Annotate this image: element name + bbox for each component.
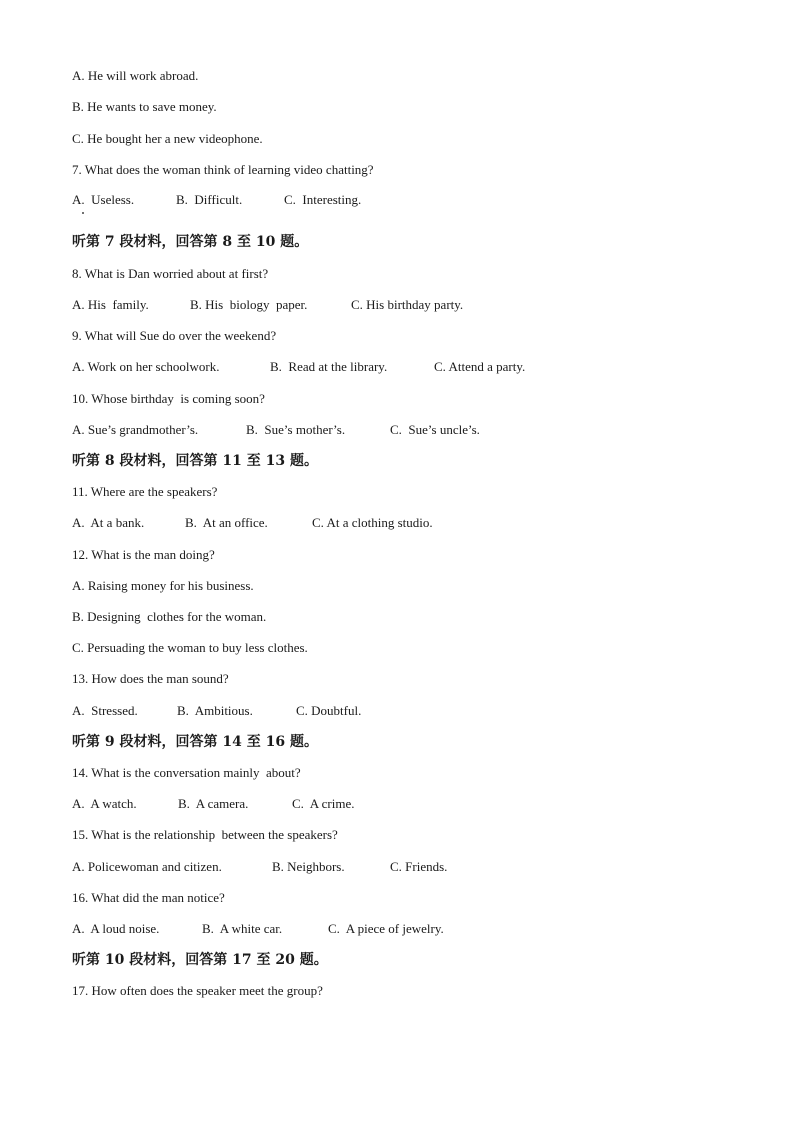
option-b: B. Neighbors. bbox=[272, 859, 345, 874]
question-12: 12. What is the man doing? bbox=[72, 547, 215, 562]
question-12-option-c: C. Persuading the woman to buy less clothes. bbox=[72, 640, 308, 655]
option-c: C. His birthday party. bbox=[351, 297, 464, 312]
option-b: B. His biology paper. bbox=[190, 297, 308, 312]
question-7: 7. What does the woman think of learning video chatting? bbox=[72, 162, 374, 177]
option-a: A. A watch. bbox=[72, 796, 137, 811]
option-a: A. Work on her schoolwork. bbox=[72, 359, 220, 374]
option-a: A. At a bank. bbox=[72, 515, 145, 530]
option-a: A. His family. bbox=[72, 297, 149, 312]
option-b: B. Ambitious. bbox=[177, 703, 253, 718]
question-12-option-b: B. Designing clothes for the woman. bbox=[72, 609, 267, 624]
option-c: C. Sue’s uncle’s. bbox=[390, 422, 480, 437]
question-8: 8. What is Dan worried about at first? bbox=[72, 266, 269, 281]
option-a: A. Sue’s grandmother’s. bbox=[72, 422, 199, 437]
section-heading-9: 听第 9 段材料，回答第 14 至 16 题。 bbox=[72, 734, 318, 750]
question-10: 10. Whose birthday is coming soon? bbox=[72, 391, 265, 406]
option-c-line: C. He bought her a new videophone. bbox=[72, 131, 263, 146]
question-16: 16. What did the man notice? bbox=[72, 890, 225, 905]
stray-dot bbox=[82, 212, 84, 214]
option-a: A. Stressed. bbox=[72, 703, 138, 718]
option-b-line: B. He wants to save money. bbox=[72, 99, 217, 114]
question-13: 13. How does the man sound? bbox=[72, 671, 229, 686]
option-a-line: A. He will work abroad. bbox=[72, 68, 199, 83]
option-c: C. A crime. bbox=[292, 796, 355, 811]
option-c: C. Doubtful. bbox=[296, 703, 362, 718]
option-b: B. Sue’s mother’s. bbox=[246, 422, 346, 437]
option-b: B. At an office. bbox=[185, 515, 268, 530]
section-heading-10: 听第 10 段材料，回答第 17 至 20 题。 bbox=[72, 952, 328, 968]
option-c: C. Attend a party. bbox=[434, 359, 526, 374]
option-b: B. Read at the library. bbox=[270, 359, 388, 374]
section-heading-7: 听第 7 段材料，回答第 8 至 10 题。 bbox=[72, 234, 309, 250]
question-14: 14. What is the conversation mainly about? bbox=[72, 765, 301, 780]
question-15: 15. What is the relationship between the speakers? bbox=[72, 827, 338, 842]
option-c: C. A piece of jewelry. bbox=[328, 921, 444, 936]
question-11: 11. Where are the speakers? bbox=[72, 484, 218, 499]
option-b: B. Difficult. bbox=[176, 192, 243, 207]
option-a: A. A loud noise. bbox=[72, 921, 160, 936]
option-c: C. Friends. bbox=[390, 859, 448, 874]
question-12-option-a: A. Raising money for his business. bbox=[72, 578, 254, 593]
option-a: A. Policewoman and citizen. bbox=[72, 859, 222, 874]
option-a: A. Useless. bbox=[72, 192, 135, 207]
option-b: B. A camera. bbox=[178, 796, 249, 811]
option-c: C. At a clothing studio. bbox=[312, 515, 433, 530]
section-heading-8: 听第 8 段材料，回答第 11 至 13 题。 bbox=[72, 453, 318, 469]
option-c: C. Interesting. bbox=[284, 192, 362, 207]
question-17: 17. How often does the speaker meet the group? bbox=[72, 983, 323, 998]
option-b: B. A white car. bbox=[202, 921, 283, 936]
question-9: 9. What will Sue do over the weekend? bbox=[72, 328, 277, 343]
